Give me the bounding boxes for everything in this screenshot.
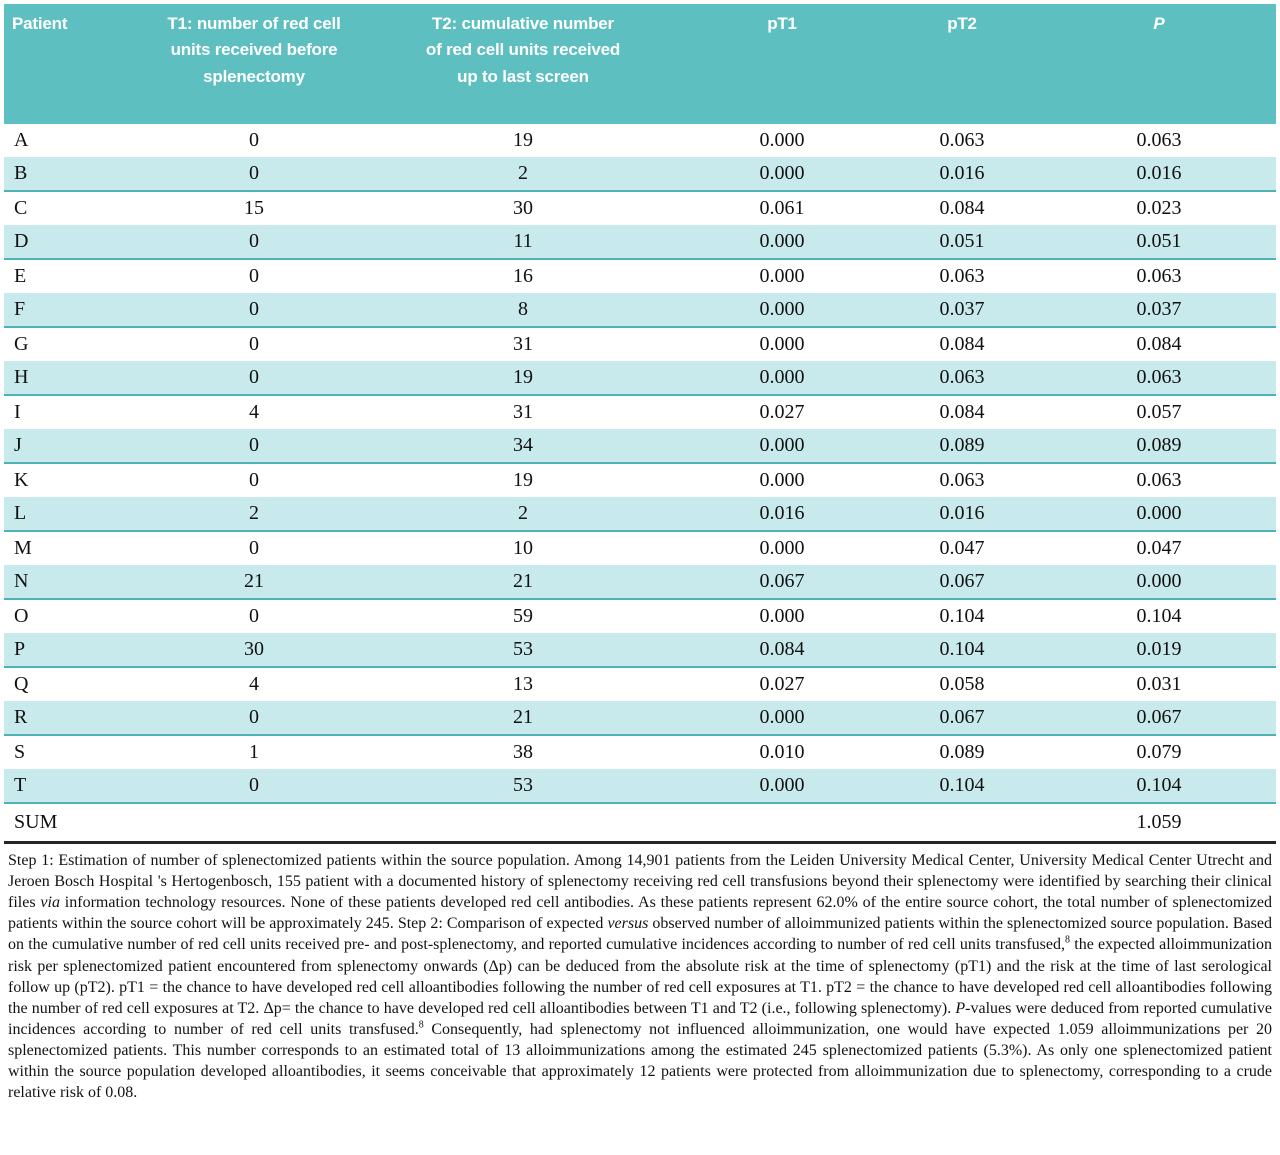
- value-cell: 19: [513, 469, 533, 491]
- table-footer: [4, 803, 1276, 843]
- value-cell: 53: [364, 769, 682, 803]
- table-row: [4, 361, 1276, 395]
- value-cell: 53: [364, 633, 682, 667]
- value-cell: 0.067: [882, 701, 1042, 735]
- value-cell: 0.051: [882, 225, 1042, 259]
- value-cell: 0.023: [1136, 197, 1182, 219]
- value-cell: 0.027: [759, 673, 805, 695]
- value-cell: 0: [249, 537, 259, 559]
- value-cell: 0.047: [1136, 537, 1182, 559]
- col-header-pt2: pT2: [882, 4, 1042, 124]
- value-cell: 0.089: [882, 429, 1042, 463]
- value-cell: 0.016: [682, 497, 882, 531]
- table-row: [4, 769, 1276, 803]
- value-cell: 0.000: [682, 429, 882, 463]
- value-cell: 10: [513, 537, 533, 559]
- value-cell: 0.000: [1042, 497, 1276, 531]
- value-cell: 0.047: [939, 537, 985, 559]
- value-cell: 0.061: [759, 197, 805, 219]
- value-cell: 16: [513, 265, 533, 287]
- alloimmunization-table: [4, 4, 1276, 844]
- value-cell: 0.000: [682, 293, 882, 327]
- patient-cell: A: [14, 129, 29, 151]
- value-cell: 0.063: [939, 469, 985, 491]
- value-cell: 2: [364, 157, 682, 191]
- value-cell: 0.084: [939, 197, 985, 219]
- value-cell: 0.037: [882, 293, 1042, 327]
- patient-cell: F: [4, 293, 144, 327]
- value-cell: 0.089: [1042, 429, 1276, 463]
- table-row: [4, 735, 1276, 769]
- patient-cell: Q: [14, 673, 29, 695]
- patient-cell: S: [14, 741, 26, 763]
- value-cell: 38: [513, 741, 533, 763]
- value-cell: 0: [249, 469, 259, 491]
- patient-cell: H: [4, 361, 144, 395]
- patient-cell: L: [4, 497, 144, 531]
- empty-cell: [882, 803, 1042, 843]
- table-row: [4, 429, 1276, 463]
- table-row: [4, 565, 1276, 599]
- value-cell: 31: [513, 401, 533, 423]
- value-cell: 1: [249, 741, 259, 763]
- value-cell: 0: [144, 429, 364, 463]
- patient-cell: O: [14, 605, 29, 627]
- footnote-text: Consequently, had splenectomy not influenced alloimmunization, one would have expected 1.059 alloimmunizations per 20 splenectomized patients. This number corresponds to an estimated total of 13 alloimmunizations among the estimated 245 splenectomized patients (5.3%). As only one splenectomized patient within the source population developed alloantibodies, it seems conceivable that approximately 12 patients were protected from alloimmunization due to splenectomy, corresponding to a crude relative risk of 0.08.: [8, 1020, 1273, 1102]
- footnote-text: -values were deduced from reported cumulative incidences according to number of red cell units transfused.: [8, 999, 1272, 1038]
- value-cell: 21: [364, 565, 682, 599]
- value-cell: 0.104: [939, 605, 985, 627]
- table-row: [4, 225, 1276, 259]
- value-cell: 0.057: [1136, 401, 1182, 423]
- value-cell: 30: [513, 197, 533, 219]
- value-cell: 0.000: [1042, 565, 1276, 599]
- col-header-t1: T1: number of red cell units received before splenectomy: [144, 4, 364, 124]
- table-header: [4, 4, 1276, 124]
- value-cell: 0.000: [682, 157, 882, 191]
- value-cell: 0.000: [759, 537, 805, 559]
- table-row: [4, 497, 1276, 531]
- value-cell: 21: [364, 701, 682, 735]
- table-row: [4, 124, 1276, 157]
- footnote-text: the expected alloimmunization risk per splenectomized patient encountered from splenectomy onwards (Δp) can be deduced from the absolute risk at the time of splenectomy (pT1) and the risk at the time of last serological follow up (pT2). pT1 = the chance to have developed red cell alloantibodies following the number of red cell exposures at T1. pT2 = the chance to have developed red cell alloantibodies following the number of red cell exposures at T2. Δp= the chance to have developed red cell alloantibodies between T1 and T2 (i.e., following splenectomy).: [8, 936, 1273, 1017]
- value-cell: 0: [249, 605, 259, 627]
- value-cell: 30: [144, 633, 364, 667]
- value-cell: 0.010: [759, 741, 805, 763]
- value-cell: 0.000: [759, 469, 805, 491]
- value-cell: 0.000: [759, 605, 805, 627]
- patient-cell: D: [4, 225, 144, 259]
- value-cell: 0: [144, 701, 364, 735]
- value-cell: 0: [249, 265, 259, 287]
- value-cell: 0.063: [1136, 469, 1182, 491]
- value-cell: 11: [364, 225, 682, 259]
- footnote-text: versus: [607, 915, 649, 933]
- table-footnote: [8, 850, 1272, 1103]
- sum-row: [4, 803, 1276, 843]
- patient-cell: P: [4, 633, 144, 667]
- value-cell: 0.104: [1136, 605, 1182, 627]
- footnote-text: 8: [1065, 935, 1071, 947]
- value-cell: 0.019: [1042, 633, 1276, 667]
- table-row: [4, 701, 1276, 735]
- col-header-pt1: pT1: [682, 4, 882, 124]
- value-cell: 19: [364, 361, 682, 395]
- value-cell: 0.063: [1042, 361, 1276, 395]
- patient-cell: B: [4, 157, 144, 191]
- patient-cell: R: [4, 701, 144, 735]
- patient-cell: M: [14, 537, 32, 559]
- table-body: [4, 124, 1276, 803]
- value-cell: 0.084: [682, 633, 882, 667]
- value-cell: 0.079: [1136, 741, 1182, 763]
- value-cell: 13: [513, 673, 533, 695]
- value-cell: 0.067: [1042, 701, 1276, 735]
- value-cell: 0: [144, 157, 364, 191]
- value-cell: 0.000: [682, 361, 882, 395]
- value-cell: 0: [249, 129, 259, 151]
- value-cell: 0.000: [682, 701, 882, 735]
- header-row: [4, 4, 1276, 124]
- table-row: [4, 633, 1276, 667]
- value-cell: 15: [244, 197, 264, 219]
- value-cell: 0.058: [939, 673, 985, 695]
- value-cell: 0.104: [882, 769, 1042, 803]
- value-cell: 0.084: [939, 333, 985, 355]
- paper-table-figure: [0, 4, 1280, 1155]
- value-cell: 21: [144, 565, 364, 599]
- footnote-text: 8: [418, 1019, 424, 1031]
- col-header-p: P: [1042, 4, 1276, 124]
- table-row: [4, 599, 1276, 633]
- value-cell: 0.084: [939, 401, 985, 423]
- value-cell: 0.067: [682, 565, 882, 599]
- value-cell: 4: [249, 401, 259, 423]
- patient-cell: K: [14, 469, 29, 491]
- value-cell: 0.000: [759, 333, 805, 355]
- patient-cell: G: [14, 333, 29, 355]
- value-cell: 0.000: [759, 265, 805, 287]
- value-cell: 0.084: [1136, 333, 1182, 355]
- patient-cell: E: [14, 265, 27, 287]
- patient-cell: C: [14, 197, 28, 219]
- value-cell: 0.063: [939, 129, 985, 151]
- value-cell: 0: [144, 361, 364, 395]
- value-cell: 0.089: [939, 741, 985, 763]
- footnote-text: Step 1: Estimation of number of splenectomized patients within the source population. Among 14,901 patients from the Leiden University Medical Center, University Medical Center Utrecht and Jeroen Bosch Hospital 's Hertogenbosch, 155 patient with a documented history of splenectomy receiving red cell transfusions beyond their splenectomy were identified by searching their clinical files: [8, 852, 1272, 912]
- table-row: [4, 463, 1276, 497]
- value-cell: 4: [249, 673, 259, 695]
- col-header-patient: Patient: [4, 4, 144, 124]
- empty-cell: [682, 803, 882, 843]
- value-cell: 0.000: [682, 769, 882, 803]
- table-row: [4, 259, 1276, 293]
- value-cell: 0.000: [682, 225, 882, 259]
- value-cell: 0.104: [882, 633, 1042, 667]
- patient-cell: I: [14, 401, 21, 423]
- table-row: [4, 395, 1276, 429]
- value-cell: 0.016: [882, 497, 1042, 531]
- sum-label-cell: SUM: [4, 803, 144, 843]
- footnote-text: via: [40, 894, 60, 912]
- empty-cell: [144, 803, 364, 843]
- patient-cell: N: [4, 565, 144, 599]
- footnote-text: P: [955, 999, 966, 1017]
- col-header-t2: T2: cumulative number of red cell units received up to last screen: [364, 4, 682, 124]
- patient-cell: T: [4, 769, 144, 803]
- empty-cell: [364, 803, 682, 843]
- value-cell: 0: [144, 225, 364, 259]
- sum-value-cell: 1.059: [1042, 803, 1276, 843]
- footnote-text: information technology resources. None of these patients developed red cell antibodies. As these patients represent 62.0% of the entire source cohort, the total number of splenectomized patients within the source cohort will be approximately 245. Step 2: Comparison of expected: [8, 894, 1273, 933]
- value-cell: 0.027: [759, 401, 805, 423]
- value-cell: 34: [364, 429, 682, 463]
- value-cell: 0.000: [759, 129, 805, 151]
- value-cell: 0.031: [1136, 673, 1182, 695]
- table-row: [4, 293, 1276, 327]
- table-row: [4, 191, 1276, 225]
- value-cell: 0.063: [1136, 265, 1182, 287]
- value-cell: 0.037: [1042, 293, 1276, 327]
- table-row: [4, 327, 1276, 361]
- value-cell: 8: [364, 293, 682, 327]
- value-cell: 31: [513, 333, 533, 355]
- value-cell: 2: [144, 497, 364, 531]
- table-row: [4, 667, 1276, 701]
- value-cell: 0.104: [1042, 769, 1276, 803]
- value-cell: 0.063: [1136, 129, 1182, 151]
- value-cell: 0: [249, 333, 259, 355]
- value-cell: 0.067: [882, 565, 1042, 599]
- value-cell: 59: [513, 605, 533, 627]
- table-row: [4, 531, 1276, 565]
- value-cell: 19: [513, 129, 533, 151]
- value-cell: 0.051: [1042, 225, 1276, 259]
- value-cell: 0: [144, 293, 364, 327]
- value-cell: 0.016: [1042, 157, 1276, 191]
- footnote-text: observed number of alloimmunized patients within the splenectomized source population. Based on the cumulative number of red cell units received pre- and post-splenectomy, and reported cumulative incidences according to number of red cell units transfused,: [8, 915, 1273, 954]
- value-cell: 0.063: [939, 265, 985, 287]
- value-cell: 0.063: [882, 361, 1042, 395]
- patient-cell: J: [4, 429, 144, 463]
- value-cell: 2: [364, 497, 682, 531]
- value-cell: 0: [144, 769, 364, 803]
- value-cell: 0.016: [882, 157, 1042, 191]
- table-row: [4, 157, 1276, 191]
